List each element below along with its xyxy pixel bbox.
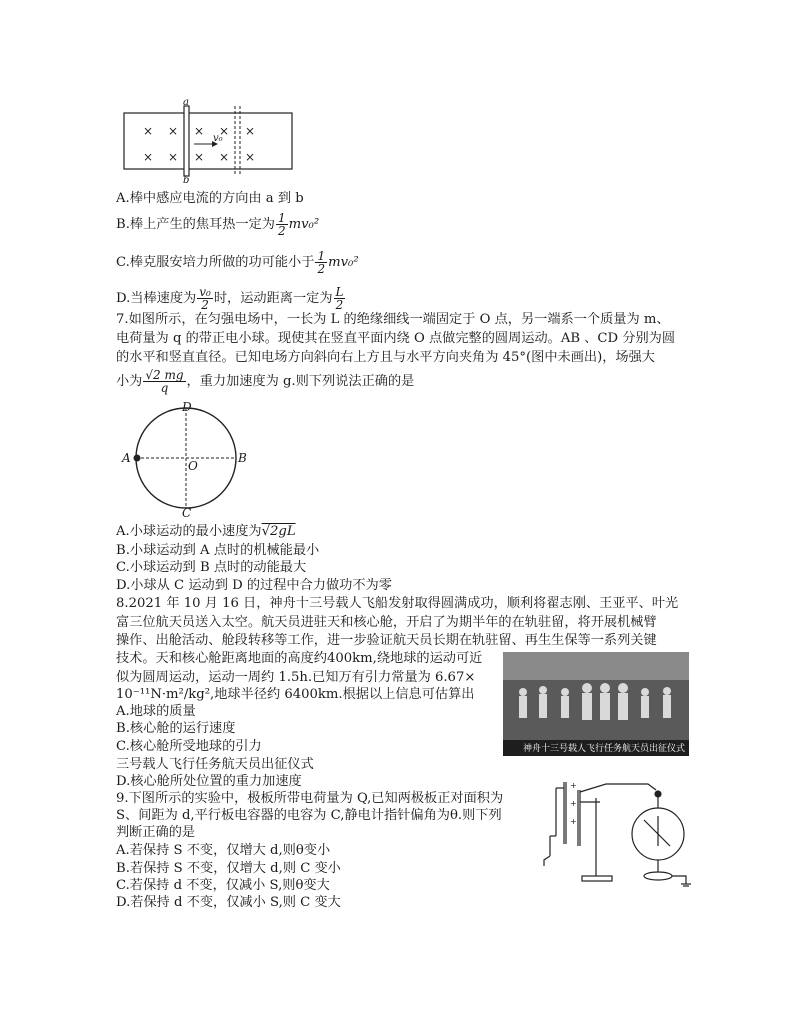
- cross-mark: ×: [219, 150, 230, 164]
- q7-option-c: C.小球运动到 B 点时的动能最大: [116, 560, 307, 575]
- cross-mark: ×: [245, 124, 256, 138]
- q7-stem-line: 电荷量为 q 的带正电小球。现使其在竖直平面内绕 O 点做完整的圆周运动。AB 、CD 分别为圆: [116, 331, 676, 346]
- svg-text:+: +: [570, 799, 577, 808]
- cross-mark: ×: [194, 124, 205, 138]
- q9-option-a: A.若保持 S 不变，仅增大 d,则θ变小: [116, 843, 331, 858]
- q6-option-a: A.棒中感应电流的方向由 a 到 b: [116, 191, 304, 206]
- q9-option-c: C.若保持 d 不变，仅减小 S,则θ变大: [116, 878, 330, 893]
- q8-stem-line: 技术。天和核心舱距离地面的高度约400km,绕地球的运动可近: [116, 651, 483, 666]
- circle-label-a: A: [122, 451, 131, 465]
- q8-stem-line: 操作、出舱活动、舱段转移等工作，进一步验证航天员长期在轨驻留、再生生保等一系列关键: [116, 633, 657, 648]
- rail-label-v0: v₀: [213, 133, 223, 144]
- q7-option-d: D.小球从 C 运动到 D 的过程中合力做功不为零: [116, 578, 392, 593]
- q7-option-a: A.小球运动的最小速度为√2gL: [116, 524, 296, 539]
- q6-option-b: B.棒上产生的焦耳热一定为 $\frac{1}{2}$ mv₀²: [116, 211, 320, 238]
- q8-stem-line: 富三位航天员送入太空。航天员进驻天和核心舱，开启了为期半年的在轨驻留，将开展机械臂: [116, 615, 657, 630]
- q8-option-a: A.地球的质量: [116, 704, 196, 719]
- q8-stem-line: 10⁻¹¹N·m²/kg²,地球半径约 6400km.根据以上信息可估算出: [116, 687, 475, 702]
- q6-option-d: D.当棒速度为 $\frac{\text{v₀}}{2}$ 时，运动距离一定为 $\frac{L}{2}$: [116, 285, 344, 312]
- svg-text:+: +: [570, 781, 577, 790]
- cross-mark: ×: [245, 150, 256, 164]
- q9-stem-line: 9.下图所示的实验中，极板所带电荷量为 Q,已知两极板正对面积为: [116, 791, 504, 806]
- q8-stem-line: 8.2021 年 10 月 16 日，神舟十三号载人飞船发射取得圆满成功，顺利将翟志刚、王亚平、叶光: [116, 596, 679, 611]
- circle-label-c: C: [182, 506, 192, 520]
- q8-caption: 三号载人飞行任务航天员出征仪式: [116, 757, 314, 772]
- q9-option-d: D.若保持 d 不变，仅减小 S,则 C 变大: [116, 895, 341, 910]
- q7-stem-line: 7.如图所示，在匀强电场中，一长为 L 的绝缘细线一端固定于 O 点，另一端系一个质量为 m、: [116, 312, 670, 327]
- q7-option-b: B.小球运动到 A 点时的机械能最小: [116, 543, 320, 558]
- q7-stem-line: 的水平和竖直直径。已知电场方向斜向右上方且与水平方向夹角为 45°(图中未画出)，场强大: [116, 350, 655, 365]
- capacitor-electrometer-figure: [536, 776, 700, 888]
- q9-stem-line: S、间距为 d,平行板电容器的电容为 C,静电计指针偏角为θ.则下列: [116, 808, 502, 823]
- cross-mark: ×: [168, 124, 179, 138]
- rail-label-a: a: [183, 97, 189, 108]
- circle-label-d: D: [182, 400, 192, 414]
- svg-text:+: +: [570, 817, 577, 826]
- q9-stem-line: 判断正确的是: [116, 825, 196, 840]
- q7-stem-line: 小为 $\frac{√2 mg}{q}$ ，重力加速度为 g.则下列说法正确的是: [116, 368, 415, 395]
- cross-mark: ×: [143, 150, 154, 164]
- photo-caption: 神舟十三号载人飞行任务航天员出征仪式: [523, 744, 686, 754]
- q9-option-b: B.若保持 S 不变，仅增大 d,则 C 变小: [116, 861, 341, 876]
- cross-mark: ×: [168, 150, 179, 164]
- q8-option-b: B.核心舱的运行速度: [116, 721, 236, 736]
- q6-option-c: C.棒克服安培力所做的功可能小于 $\frac{1}{2}$ mv₀²: [116, 249, 359, 276]
- rail-label-b: b: [183, 175, 190, 186]
- cross-mark: ×: [194, 150, 205, 164]
- cross-mark: ×: [143, 124, 154, 138]
- q8-option-c: C.核心舱所受地球的引力: [116, 739, 262, 754]
- circle-label-o: O: [188, 459, 198, 473]
- circle-label-b: B: [238, 451, 247, 465]
- cross-mark: ×: [219, 124, 230, 138]
- q8-option-d: D.核心舱所处位置的重力加速度: [116, 774, 302, 789]
- q8-stem-line: 似为圆周运动，运动一周约 1.5h.已知万有引力常量为 6.67×: [116, 670, 476, 685]
- astronaut-ceremony-photo: [503, 652, 689, 756]
